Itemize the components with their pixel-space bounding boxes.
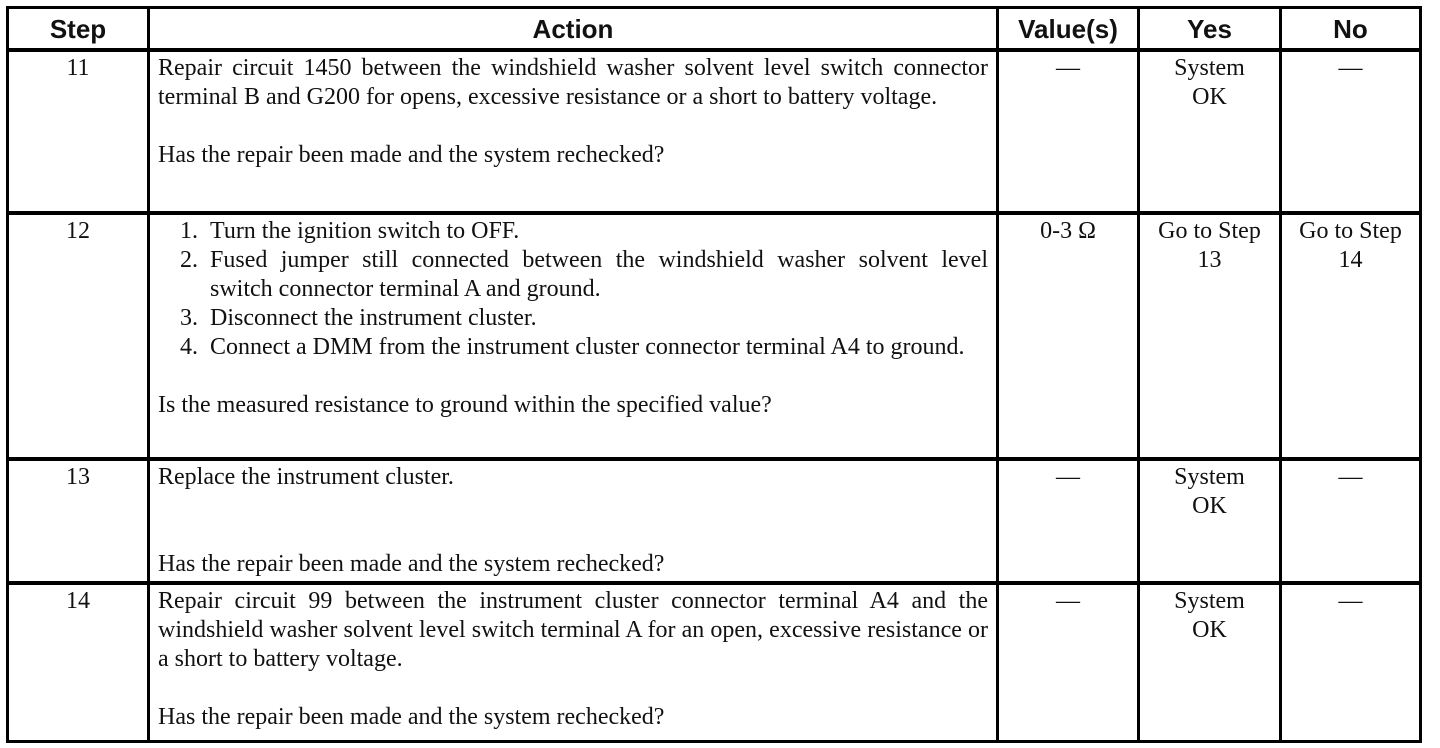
yes-result-line1: Go to Step [1158, 218, 1261, 244]
substep-text: Turn the ignition switch to OFF. [210, 218, 520, 244]
no-cell [1281, 50, 1421, 213]
substep-number: 3. [180, 305, 198, 331]
value-cell: — [998, 583, 1139, 741]
substep-item [158, 217, 988, 246]
no-result-line2: 14 [1338, 247, 1363, 273]
substep-text: Connect a DMM from the instrument cluster connector terminal A4 to ground. [210, 334, 965, 360]
action-cell [149, 583, 998, 741]
step-number: 11 [8, 50, 149, 213]
substep-number: 1. [180, 218, 198, 244]
no-cell [1281, 459, 1421, 583]
yes-result-line2: OK [1192, 84, 1227, 110]
value-cell: — [998, 459, 1139, 583]
yes-cell [1139, 213, 1281, 459]
action-cell [149, 50, 998, 213]
header-action: Action [149, 8, 998, 51]
step-number: 13 [8, 459, 149, 583]
no-cell [1281, 583, 1421, 741]
header-row [8, 8, 1421, 51]
substep-text: Disconnect the instrument cluster. [210, 305, 537, 331]
substep-item [158, 246, 988, 304]
substep-list [158, 217, 988, 362]
action-text: Repair circuit 99 between the instrument cluster connector terminal A4 and the windshield washer solvent level switch terminal A for an open, excessive resistance or a short to battery voltage. [158, 588, 988, 672]
yes-cell [1139, 50, 1281, 213]
yes-cell [1139, 459, 1281, 583]
header-values: Value(s) [998, 8, 1139, 51]
value-cell: — [998, 50, 1139, 213]
table-row-step-11 [8, 50, 1421, 213]
diagnostic-table [6, 6, 1422, 743]
header-no: No [1281, 8, 1421, 51]
action-cell [149, 213, 998, 459]
yes-result-line2: OK [1192, 493, 1227, 519]
substep-number: 2. [180, 247, 198, 273]
header-step: Step [8, 8, 149, 51]
header-yes: Yes [1139, 8, 1281, 51]
substep-item [158, 333, 988, 362]
action-question: Has the repair been made and the system rechecked? [158, 551, 665, 577]
action-cell [149, 459, 998, 583]
yes-cell [1139, 583, 1281, 741]
table-row-step-13 [8, 459, 1421, 583]
action-text: Repair circuit 1450 between the windshield washer solvent level switch connector terminal B and G200 for opens, excessive resistance or a short to battery voltage. [158, 55, 988, 110]
value-cell: 0-3 Ω [998, 213, 1139, 459]
yes-result-line1: System [1174, 55, 1245, 81]
action-question: Is the measured resistance to ground within the specified value? [158, 392, 772, 418]
table-row-step-14 [8, 583, 1421, 741]
no-cell [1281, 213, 1421, 459]
step-number: 14 [8, 583, 149, 741]
action-question: Has the repair been made and the system rechecked? [158, 142, 665, 168]
table-row-step-12 [8, 213, 1421, 459]
substep-number: 4. [180, 334, 198, 360]
substep-text: Fused jumper still connected between the windshield washer solvent level switch connector terminal A and ground. [210, 247, 988, 302]
no-result-line1: Go to Step [1299, 218, 1402, 244]
no-result-line1: — [1338, 464, 1363, 490]
action-question: Has the repair been made and the system rechecked? [158, 704, 665, 730]
yes-result-line2: 13 [1197, 247, 1222, 273]
step-number: 12 [8, 213, 149, 459]
yes-result-line1: System [1174, 588, 1245, 614]
yes-result-line2: OK [1192, 617, 1227, 643]
no-result-line1: — [1338, 588, 1363, 614]
no-result-line1: — [1338, 55, 1363, 81]
yes-result-line1: System [1174, 464, 1245, 490]
action-text: Replace the instrument cluster. [158, 464, 454, 490]
substep-item [158, 304, 988, 333]
